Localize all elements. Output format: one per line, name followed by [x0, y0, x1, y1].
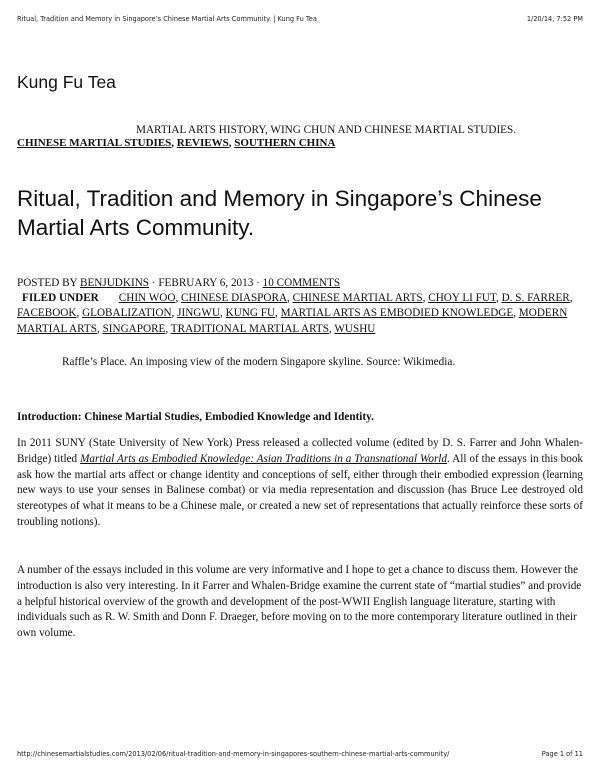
- image-caption: Raffle’s Place. An imposing view of the modern Singapore skyline. Source: Wikimedia.: [62, 356, 456, 368]
- tag-link[interactable]: WUSHU: [334, 322, 376, 335]
- tag-link[interactable]: CHINESE DIASPORA: [181, 292, 288, 305]
- post-date: FEBRUARY 6, 2013: [158, 277, 254, 289]
- post-title: Ritual, Tradition and Memory in Singapore’s Chinese Martial Arts Community.: [17, 186, 542, 240]
- site-title[interactable]: Kung Fu Tea: [17, 72, 116, 92]
- category-links: CHINESE MARTIAL STUDIES, REVIEWS, SOUTHERN CHINA: [17, 137, 336, 149]
- filed-under-label: FILED UNDER: [22, 292, 99, 305]
- tag-link[interactable]: CHOY LI FUT: [428, 292, 496, 305]
- tag-list: CHIN WOO, CHINESE DIASPORA, CHINESE MARTIAL ARTS, CHOY LI FUT, D. S. FARRER, FACEBOOK, GLOBALIZATION, JINGWU, KUNG FU, MARTIAL ARTS AS EMBODIED KNOWLEDGE, MODERN MARTIAL ARTS, SINGAPORE, TRADITIONAL MARTIAL ARTS, WUSHU: [17, 292, 573, 335]
- print-header-title: Ritual, Tradition and Memory in Singapore’s Chinese Martial Arts Community. | Kung Fu Tea: [17, 15, 317, 23]
- post-meta: POSTED BY BENJUDKINS · FEBRUARY 6, 2013 · 10 COMMENTS FILED UNDER CHIN WOO, CHINESE DIASPORA, CHINESE MARTIAL ARTS, CHOY LI FUT, D. S. FARRER, FACEBOOK, GLOBALIZATION, JINGWU, KUNG FU, MARTIAL ARTS AS EMBODIED KNOWLEDGE, MODERN MARTIAL ARTS, SINGAPORE, TRADITIONAL MARTIAL ARTS, WUSHU: [17, 277, 573, 335]
- tag-link[interactable]: MODERN MARTIAL ARTS: [17, 307, 568, 335]
- category-link-southern-china[interactable]: SOUTHERN CHINA: [234, 137, 336, 149]
- comments-link[interactable]: 10 COMMENTS: [262, 277, 341, 289]
- site-tagline: MARTIAL ARTS HISTORY, WING CHUN AND CHINESE MARTIAL STUDIES.: [136, 124, 517, 136]
- tag-link[interactable]: JINGWU: [177, 307, 221, 320]
- tag-link[interactable]: CHIN WOO: [118, 292, 176, 305]
- tag-link[interactable]: GLOBALIZATION: [82, 307, 172, 320]
- print-footer-page: Page 1 of 11: [541, 750, 583, 758]
- paragraph-text: . All of the essays in this book ask how the martial arts affect or change identity and conceptions of self, either through their embodied expression (learning new ways to use your senses in Balinese combat) or via media representation and discussion (has Bruce Lee destroyed old stereotypes of what it means to be a Chinese male, or created a new set of representations that actually reinforce these sorts of troubling notions).: [17, 452, 584, 528]
- section-heading: Introduction: Chinese Martial Studies, Embodied Knowledge and Identity.: [17, 411, 374, 423]
- print-footer-url: http://chinesemartialstudies.com/2013/02/06/ritual-tradition-and-memory-in-singapores-southern-chinese-martial-arts-community/: [17, 750, 450, 758]
- category-link-chinese-martial-studies[interactable]: CHINESE MARTIAL STUDIES: [17, 137, 172, 149]
- paragraph-second: A number of the essays included in this volume are very informative and I hope to get a chance to discuss them. However the introduction is also very interesting. In it Farrer and Whalen-Bridge examine the current state of “martial studies” and provide a helpful historical overview of the growth and development of the post-WWII English language literature, starting with individuals such as R. W. Smith and Donn F. Draeger, before moving on to the more contemporary literature outlined in their own volume.: [17, 564, 582, 640]
- print-footer: [17, 750, 583, 760]
- print-header: [17, 15, 583, 25]
- author-link[interactable]: BENJUDKINS: [80, 277, 149, 289]
- posted-by-label: POSTED BY: [17, 277, 78, 289]
- tag-link[interactable]: KUNG FU: [225, 307, 276, 320]
- tag-link[interactable]: FACEBOOK: [17, 307, 77, 320]
- book-title-link[interactable]: Martial Arts as Embodied Knowledge: Asian Traditions in a Transnational World: [80, 452, 448, 465]
- tag-link[interactable]: SINGAPORE: [102, 322, 166, 335]
- category-link-reviews[interactable]: REVIEWS: [176, 137, 229, 149]
- paragraph-text: In 2011 SUNY (State University of New York) Press released a collected volume (edited by D. S. Farrer and John Whalen-Bridge) titled: [17, 437, 583, 465]
- tag-link[interactable]: CHINESE MARTIAL ARTS: [292, 292, 423, 305]
- paragraph-intro: [17, 436, 583, 531]
- tag-link[interactable]: TRADITIONAL MARTIAL ARTS: [170, 322, 329, 335]
- tag-link[interactable]: D. S. FARRER: [501, 292, 570, 305]
- print-header-date: 1/20/14, 7:52 PM: [526, 15, 583, 23]
- tag-link[interactable]: MARTIAL ARTS AS EMBODIED KNOWLEDGE: [280, 307, 514, 320]
